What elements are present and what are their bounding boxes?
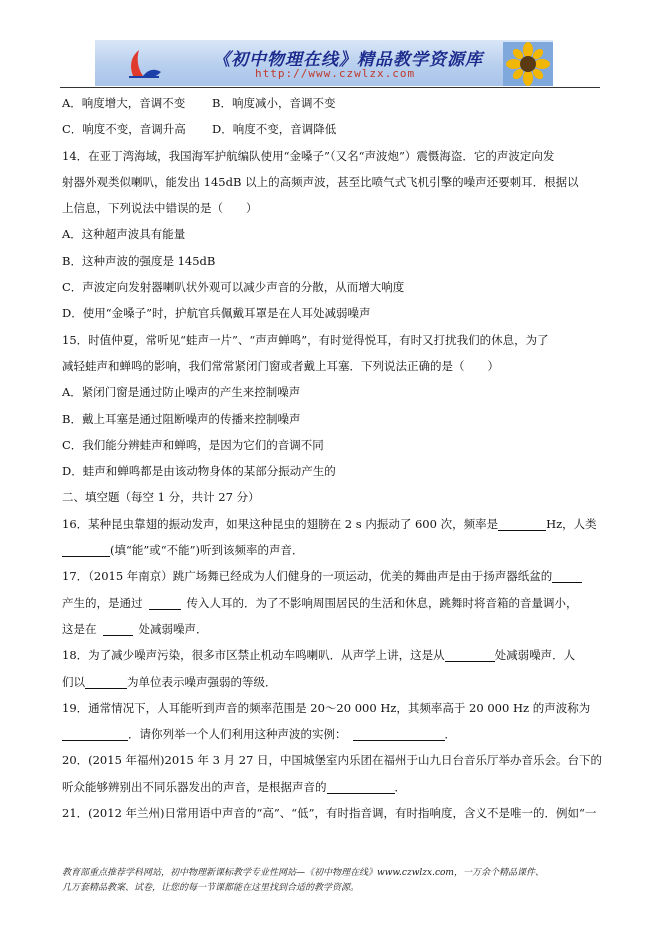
q20-text-b: 听众能够辨别出不同乐器发出的声音，是根据声音的 — [62, 779, 327, 794]
q14-option-b: B．这种声波的强度是 145dB — [62, 253, 216, 268]
q16-text-c: (填“能”或“不能”)听到该频率的声音． — [110, 543, 304, 558]
q13-option-d: D．响度不变，音调降低 — [212, 122, 337, 137]
q20-line1: 20．(2015 年福州)2015 年 3 月 27 日，中国城堡室内乐团在福州于山九日台音乐厅举办音乐会。台下的 — [62, 753, 603, 768]
q19-line2 — [62, 721, 602, 747]
q13-options-row2 — [62, 116, 602, 142]
q17-text-a: 17．（2015 年南京）跳广场舞已经成为人们健身的一项运动，优美的舞曲声是由于扬声器纸盆的 — [62, 569, 553, 584]
footer-line2: 几万套精品教案、试卷，让您的每一节课都能在这里找到合适的教学资源。 — [62, 883, 360, 893]
q15-text-line2: 减轻蛙声和蝉鸣的影响，我们常常紧闭门窗或者戴上耳塞．下列说法正确的是（ ） — [62, 358, 499, 373]
q18-text-a: 18．为了减少噪声污染，很多市区禁止机动车鸣喇叭．从声学上讲，这是从 — [62, 648, 445, 663]
q13-option-b: B．响度减小，音调不变 — [212, 96, 336, 110]
q13-option-a: A．响度增大，音调不变 — [62, 96, 186, 110]
answer-blank[interactable] — [62, 726, 128, 741]
answer-blank[interactable] — [327, 779, 395, 794]
q17-text-c: 传入人耳的．为了不影响周围居民的生活和休息，跳舞时将音箱的音量调小， — [186, 595, 578, 610]
answer-blank[interactable] — [149, 595, 181, 610]
q17-text-b: 产生的，是通过 — [62, 595, 143, 610]
q19-line1: 19．通常情况下，人耳能听到声音的频率范围是 20～20 000 Hz，其频率高于 20 000 Hz 的声波称为 — [62, 700, 591, 715]
q18-line2 — [62, 669, 602, 695]
q18-text-d: 为单位表示噪声强弱的等级． — [127, 674, 277, 689]
q20-text-c: ． — [394, 779, 406, 794]
q16-text-a: 16．某种昆虫靠翅的振动发声，如果这种昆虫的翅膀在 2 s 内振动了 600 次，频率是 — [62, 516, 499, 531]
q14-option-c: C．声波定向发射器喇叭状外观可以减少声音的分散，从而增大响度 — [62, 280, 405, 295]
document-body — [62, 90, 602, 826]
q19-text-c: ． — [444, 727, 456, 742]
page-footer — [62, 866, 602, 896]
q16-line2 — [62, 537, 602, 563]
q21-line1: 21．(2012 年兰州)日常用语中声音的“高”、“低”，有时指音调，有时指响度，含义不是唯一的．例如“一 — [62, 806, 597, 821]
q15-option-d: D．蛙声和蝉鸣都是由该动物身体的某部分振动产生的 — [62, 464, 336, 479]
answer-blank[interactable] — [552, 568, 582, 583]
q14-text-line1: 14．在亚丁湾海域，我国海军护航编队使用“金嗓子”（又名“声波炮”）震慑海盗．它的声波定向发 — [62, 148, 555, 163]
section-heading: 二、填空题（每空 1 分，共计 27 分） — [62, 490, 260, 505]
q19-text-b: ．请你列举一个人们利用这种声波的实例： — [128, 727, 347, 742]
banner-title: 《初中物理在线》精品教学资源库 — [213, 50, 483, 70]
site-logo-icon — [123, 46, 163, 82]
answer-blank[interactable] — [498, 516, 546, 531]
q18-text-b: 处减弱噪声．人 — [494, 648, 576, 663]
q17-text-d: 这是在 — [62, 621, 97, 636]
answer-blank[interactable] — [85, 674, 127, 689]
q14-option-a: A．这种超声波具有能量 — [62, 227, 186, 242]
q14-text-line2: 射器外观类似喇叭，能发出 145dB 以上的高频声波，甚至比喷气式飞机引擎的噪声还要刺耳．根据以 — [62, 174, 579, 189]
q17-text-e: 处减弱噪声． — [138, 621, 208, 636]
q18-line1 — [62, 642, 602, 668]
footer-line1: 教育部重点推荐学科网站，初中物理新课标教学专业性网站—《初中物理在线》www.czwlzx.com，一万余个精品课件、 — [62, 868, 544, 878]
q15-option-c: C．我们能分辨蛙声和蝉鸣，是因为它们的音调不同 — [62, 437, 324, 452]
header-divider — [60, 87, 600, 88]
q17-line3 — [62, 616, 602, 642]
answer-blank[interactable] — [103, 621, 133, 636]
header-banner — [95, 40, 553, 86]
answer-blank[interactable] — [62, 542, 110, 557]
q13-options-row1 — [62, 90, 602, 116]
q15-text-line1: 15．时值仲夏，常听见“蛙声一片”、“声声蝉鸣”，有时觉得悦耳，有时又打扰我们的休息，为了 — [62, 332, 549, 347]
q20-line2 — [62, 774, 602, 800]
banner-url[interactable]: http://www.czwlzx.com — [255, 67, 416, 80]
answer-blank[interactable] — [445, 647, 495, 662]
q16-text-b: Hz，人类 — [546, 516, 597, 531]
sunflower-icon — [503, 42, 553, 86]
q13-option-c: C．响度不变，音调升高 — [62, 122, 186, 137]
q16-line1 — [62, 511, 602, 537]
q17-line2 — [62, 590, 602, 616]
q15-option-b: B．戴上耳塞是通过阻断噪声的传播来控制噪声 — [62, 411, 301, 426]
q17-line1 — [62, 563, 602, 589]
q14-text-line3: 上信息，下列说法中错误的是（ ） — [62, 201, 258, 216]
q15-option-a: A．紧闭门窗是通过防止噪声的产生来控制噪声 — [62, 385, 301, 400]
q14-option-d: D．使用“金嗓子”时，护航官兵佩戴耳罩是在人耳处减弱噪声 — [62, 306, 371, 321]
q18-text-c: 们以 — [62, 674, 85, 689]
answer-blank[interactable] — [353, 726, 445, 741]
